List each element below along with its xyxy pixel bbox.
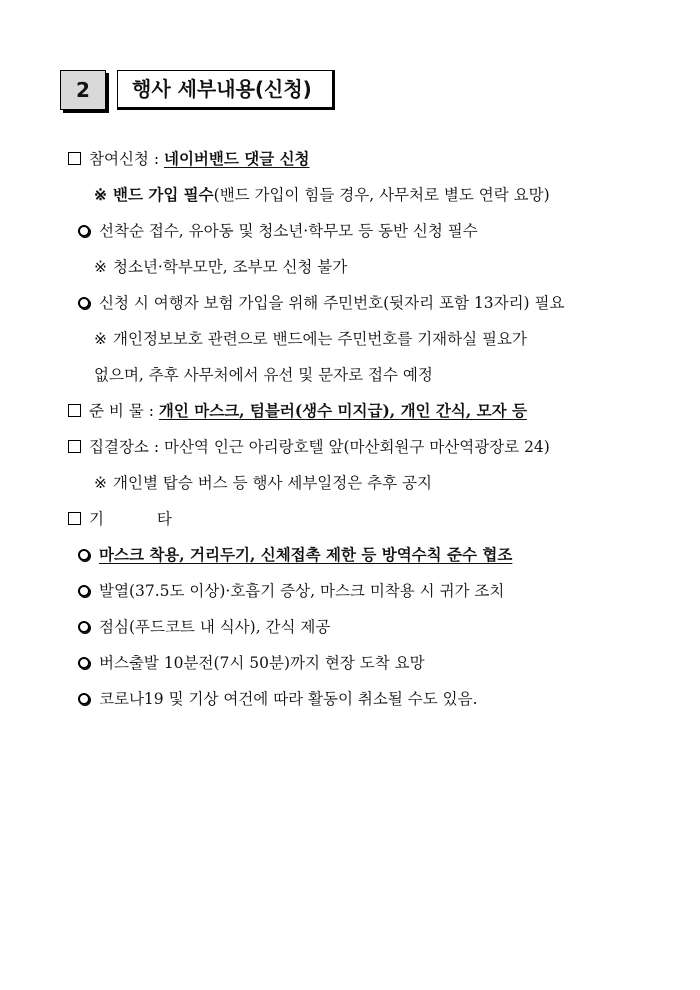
bullet-circle-icon: [78, 549, 90, 561]
privacy-text-2: 없으며, 추후 사무처에서 유선 및 문자로 접수 예정: [94, 366, 433, 384]
reference-mark-icon: ※: [94, 258, 107, 276]
schedule-note-line: [94, 472, 432, 494]
etc-line: [68, 508, 196, 530]
meet-label: 집결장소 :: [89, 438, 160, 456]
lunch-line: [78, 616, 330, 638]
cancel-line: [78, 688, 478, 710]
privacy-line-1: [94, 328, 527, 350]
apply-label: 참여신청 :: [89, 150, 160, 168]
lunch-text: 점심(푸드코트 내 식사), 간식 제공: [99, 618, 331, 636]
bullet-circle-icon: [78, 621, 90, 633]
privacy-text-1: 개인정보보호 관련으로 밴드에는 주민번호를 기재하실 필요가: [113, 330, 527, 348]
mask-line: [78, 544, 512, 566]
first-come-text: 선착순 접수, 유아동 및 청소년·학무모 등 동반 신청 필수: [99, 222, 478, 240]
first-come-line: [78, 220, 478, 242]
schedule-note-text: 개인별 탑승 버스 등 행사 세부일정은 추후 공지: [113, 474, 432, 492]
checkbox-square-icon: [68, 152, 81, 165]
insurance-text: 신청 시 여행자 보험 가입을 위해 주민번호(뒷자리 포함 13자리) 필요: [99, 294, 565, 312]
bullet-circle-icon: [78, 693, 90, 705]
fever-line: [78, 580, 504, 602]
cancel-text: 코로나19 및 기상 여건에 따라 활동이 취소될 수도 있음.: [99, 690, 478, 708]
bus-line: [78, 652, 425, 674]
bullet-circle-icon: [78, 297, 90, 309]
band-note-bold: 밴드 가입 필수: [113, 185, 214, 204]
section-title: 행사 세부내용(신청): [117, 70, 335, 110]
prep-label: 준 비 물 :: [89, 402, 154, 420]
bullet-circle-icon: [78, 657, 90, 669]
meet-value: 마산역 인근 아리랑호텔 앞(마산회원구 마산역광장로 24): [163, 438, 550, 456]
bullet-circle-icon: [78, 585, 90, 597]
insurance-line: [78, 292, 564, 314]
band-note-rest: (밴드 가입이 힘들 경우, 사무처로 별도 연락 요망): [213, 186, 550, 204]
reference-mark-icon: ※: [94, 330, 107, 348]
checkbox-square-icon: [68, 512, 81, 525]
mask-text: 마스크 착용, 거리두기, 신체접촉 제한 등 방역수칙 준수 협조: [99, 545, 513, 564]
checkbox-square-icon: [68, 404, 81, 417]
privacy-line-2: [94, 364, 433, 386]
reference-mark-icon: ※: [94, 185, 107, 204]
youth-note-text: 청소년·학부모만, 조부모 신청 불가: [113, 258, 348, 276]
reference-mark-icon: ※: [94, 474, 107, 492]
meet-line: [68, 436, 550, 458]
section-number: 2: [60, 70, 106, 110]
bus-text: 버스출발 10분전(7시 50분)까지 현장 도착 요망: [99, 654, 425, 672]
section-header: [60, 70, 340, 114]
youth-note-line: [94, 256, 347, 278]
band-note-line: [94, 184, 550, 206]
apply-line: [68, 148, 310, 170]
checkbox-square-icon: [68, 440, 81, 453]
prep-value: 개인 마스크, 텀블러(생수 미지급), 개인 간식, 모자 등: [158, 401, 527, 420]
etc-label: 기 타: [89, 510, 196, 528]
fever-text: 발열(37.5도 이상)·호흡기 증상, 마스크 미착용 시 귀가 조치: [99, 582, 505, 600]
bullet-circle-icon: [78, 225, 90, 237]
prep-line: [68, 400, 527, 422]
apply-value: 네이버밴드 댓글 신청: [163, 149, 310, 168]
